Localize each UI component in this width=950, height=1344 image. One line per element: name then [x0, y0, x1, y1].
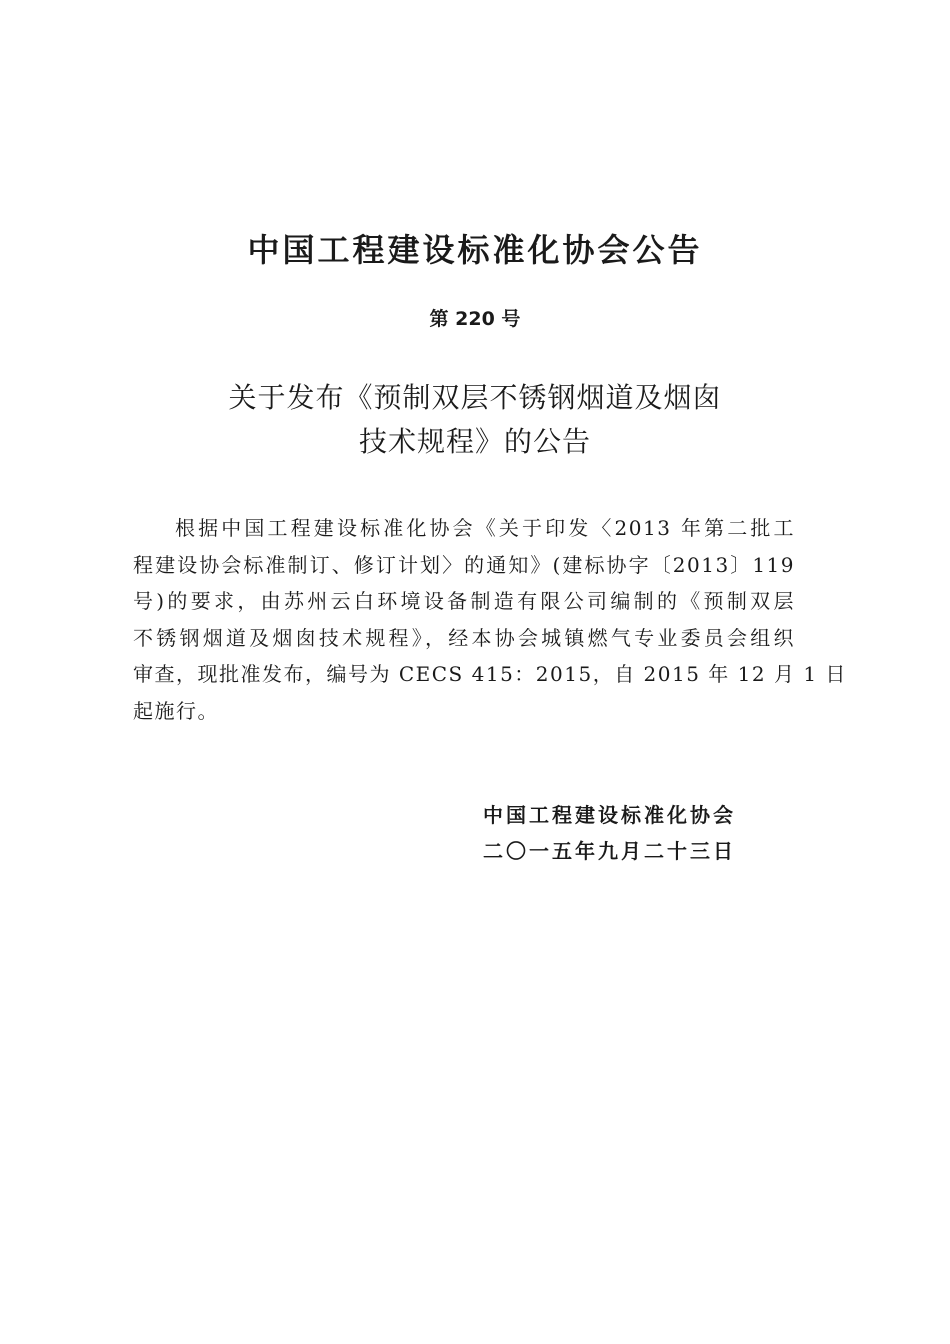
signature-date: 二〇一五年九月二十三日	[483, 839, 736, 863]
body-line-2: 程建设协会标准制订、修订计划〉的通知》(建标协字〔2013〕119	[133, 552, 795, 577]
body-line-4: 不锈钢烟道及烟囱技术规程》，经本协会城镇燃气专业委员会组织	[133, 625, 795, 650]
body-line-3: 号)的要求，由苏州云白环境设备制造有限公司编制的《预制双层	[133, 589, 795, 613]
signature-org: 中国工程建设标准化协会	[483, 803, 736, 827]
body-line-1: 根据中国工程建设标准化协会《关于印发〈2013 年第二批工	[175, 516, 795, 540]
announcement-body	[133, 510, 847, 729]
subject-line-1: 关于发布《预制双层不锈钢烟道及烟囱	[228, 381, 722, 414]
body-line-5: 审查，现批准发布，编号为 CECS 415：2015，自 2015 年 12 月 1 日	[133, 662, 847, 686]
announcement-number: 第 220 号	[429, 308, 521, 330]
announcement-subject	[0, 376, 950, 464]
signature-block	[483, 797, 736, 869]
subject-line-2: 技术规程》的公告	[358, 425, 591, 458]
org-title: 中国工程建设标准化协会公告	[247, 231, 703, 269]
body-line-6: 起施行。	[133, 698, 219, 723]
